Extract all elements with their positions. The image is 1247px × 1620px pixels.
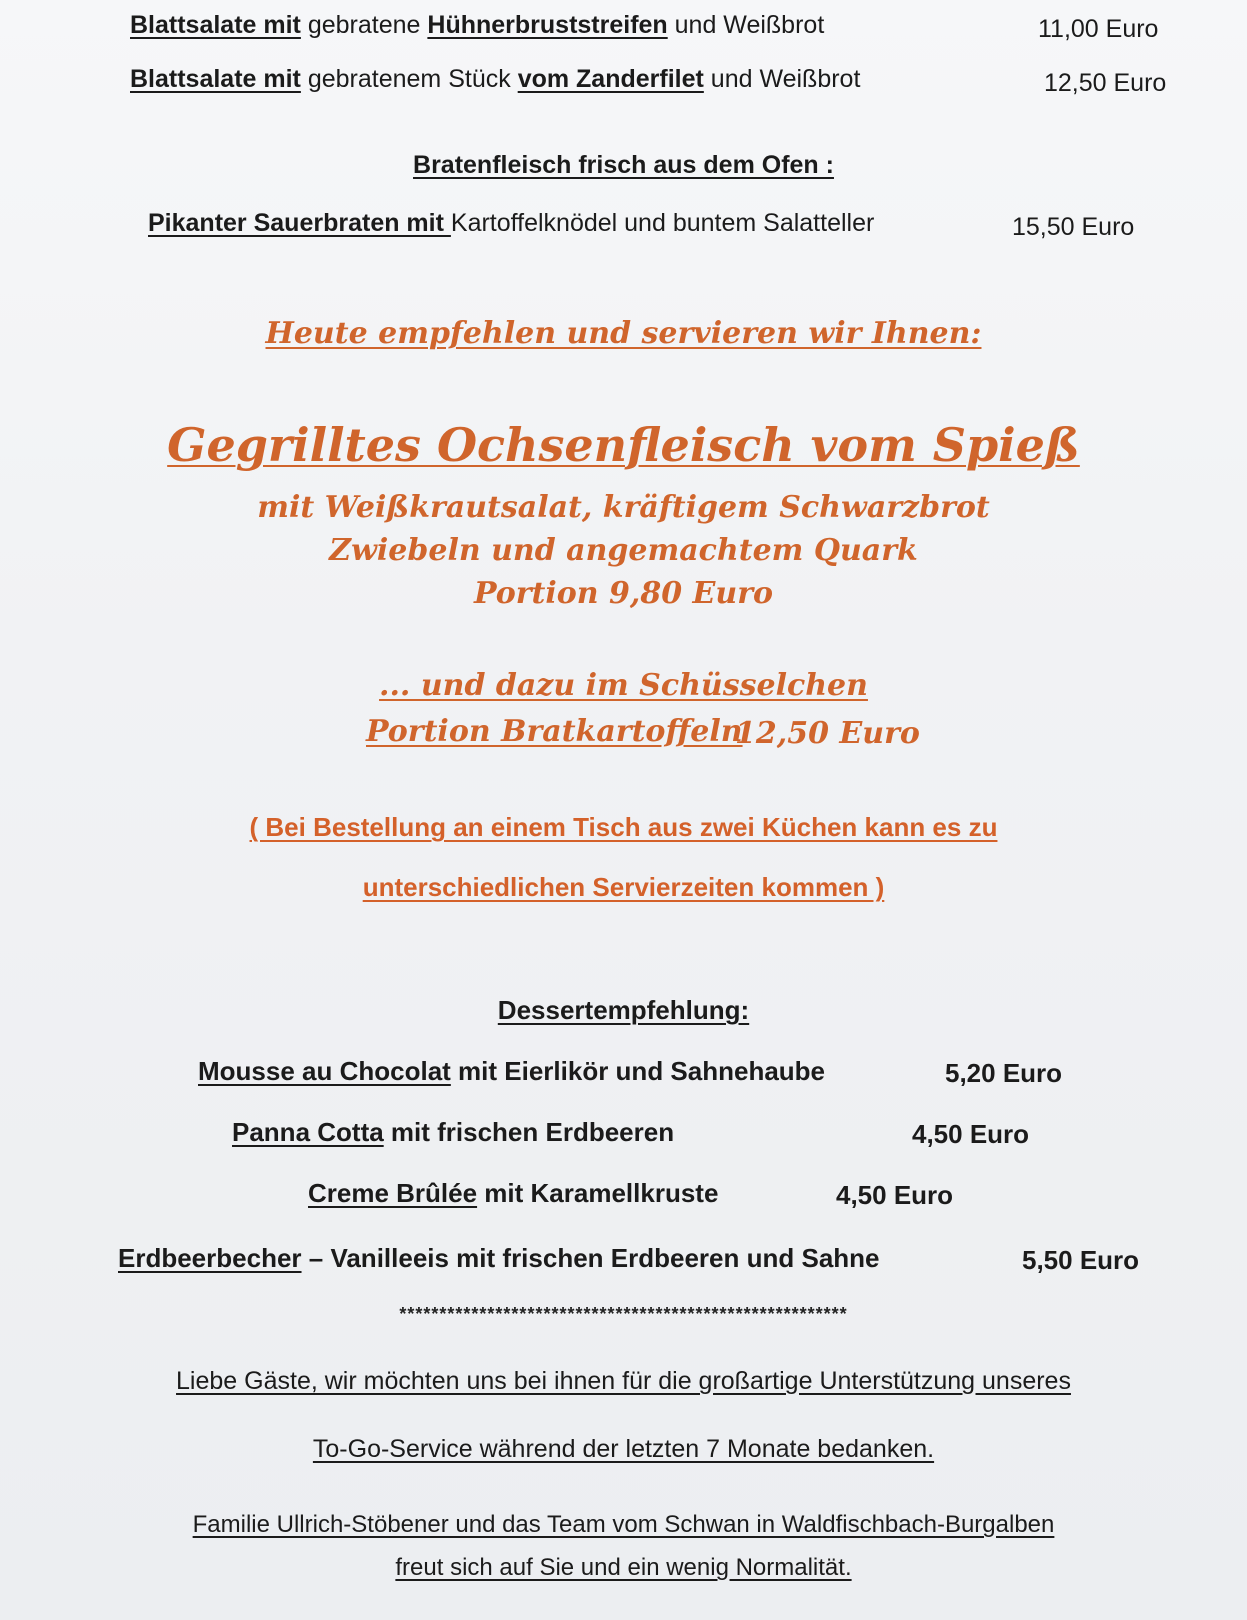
salad-text: und Weißbrot: [667, 11, 825, 39]
salad-name: Blattsalate mit: [130, 65, 301, 93]
dessert-desc: mit Karamellkruste: [477, 1178, 719, 1208]
thanks-line2: To-Go-Service während der letzten 7 Monate bedanken.: [312, 1435, 935, 1463]
dessert-name: Erdbeerbecher: [118, 1243, 302, 1273]
side-price: 12,50 Euro: [735, 716, 920, 751]
thanks-line4: freut sich auf Sie und ein wenig Normalität.: [395, 1554, 852, 1581]
dessert-name: Mousse au Chocolat: [198, 1056, 451, 1086]
dessert-price-mousse: 5,20 Euro: [945, 1058, 1063, 1088]
side-item: [366, 714, 743, 750]
side-name: Portion Bratkartoffeln: [366, 714, 743, 749]
salad-item-chicken: [130, 10, 824, 40]
dessert-price-panna-cotta: 4,50 Euro: [912, 1119, 1030, 1149]
dessert-item-mousse: [198, 1056, 825, 1086]
special-price: Portion 9,80 Euro: [473, 576, 774, 611]
salad-highlight: vom Zanderfilet: [517, 65, 704, 93]
salad-highlight: Hühnerbruststreifen: [427, 11, 668, 39]
notice-line2: unterschiedlichen Servierzeiten kommen ): [362, 872, 885, 902]
salad-text: und Weißbrot: [703, 65, 861, 93]
dessert-item-panna-cotta: [232, 1117, 674, 1147]
roast-name: Pikanter Sauerbraten mit: [148, 209, 451, 237]
roast-desc: Kartoffelknödel und buntem Salatteller: [450, 209, 875, 237]
salad-text: gebratene: [300, 11, 428, 39]
salad-item-zander: [130, 64, 860, 94]
notice-line1: ( Bei Bestellung an einem Tisch aus zwei Küchen kann es zu: [249, 812, 998, 842]
dessert-heading: Dessertempfehlung:: [497, 995, 750, 1025]
salad-text: gebratenem Stück: [300, 65, 518, 93]
salad-price-chicken: 11,00 Euro: [1038, 15, 1159, 43]
dessert-item-erdbeerbecher: [118, 1243, 880, 1273]
special-intro: Heute empfehlen und servieren wir Ihnen:: [265, 316, 982, 351]
dessert-desc: – Vanilleeis mit frischen Erdbeeren und Sahne: [301, 1243, 880, 1273]
dessert-desc: mit frischen Erdbeeren: [383, 1117, 675, 1147]
dessert-item-creme-brulee: [308, 1178, 718, 1208]
roast-price: 15,50 Euro: [1012, 213, 1135, 241]
roast-item: [148, 208, 874, 238]
special-desc-line2: Zwiebeln und angemachtem Quark: [329, 533, 918, 568]
thanks-line3: Familie Ullrich-Stöbener und das Team vom Schwan in Waldfischbach-Burgalben: [192, 1511, 1055, 1538]
special-desc-line1: mit Weißkrautsalat, kräftigem Schwarzbrot: [257, 490, 990, 525]
dessert-name: Panna Cotta: [232, 1117, 384, 1147]
roast-heading: Bratenfleisch frisch aus dem Ofen :: [413, 151, 834, 179]
side-intro: ... und dazu im Schüsselchen: [379, 668, 868, 703]
special-title: Gegrilltes Ochsenfleisch vom Spieß: [167, 418, 1080, 472]
dessert-price-creme-brulee: 4,50 Euro: [836, 1180, 954, 1210]
dessert-name: Creme Brûlée: [308, 1178, 478, 1208]
thanks-line1: Liebe Gäste, wir möchten uns bei ihnen für die großartige Unterstützung unseres: [176, 1367, 1071, 1395]
dessert-desc: mit Eierlikör und Sahnehaube: [450, 1056, 826, 1086]
dessert-price-erdbeerbecher: 5,50 Euro: [1022, 1245, 1140, 1275]
star-divider: ********************************************************: [399, 1304, 848, 1324]
salad-name: Blattsalate mit: [130, 11, 301, 39]
salad-price-zander: 12,50 Euro: [1044, 69, 1167, 97]
